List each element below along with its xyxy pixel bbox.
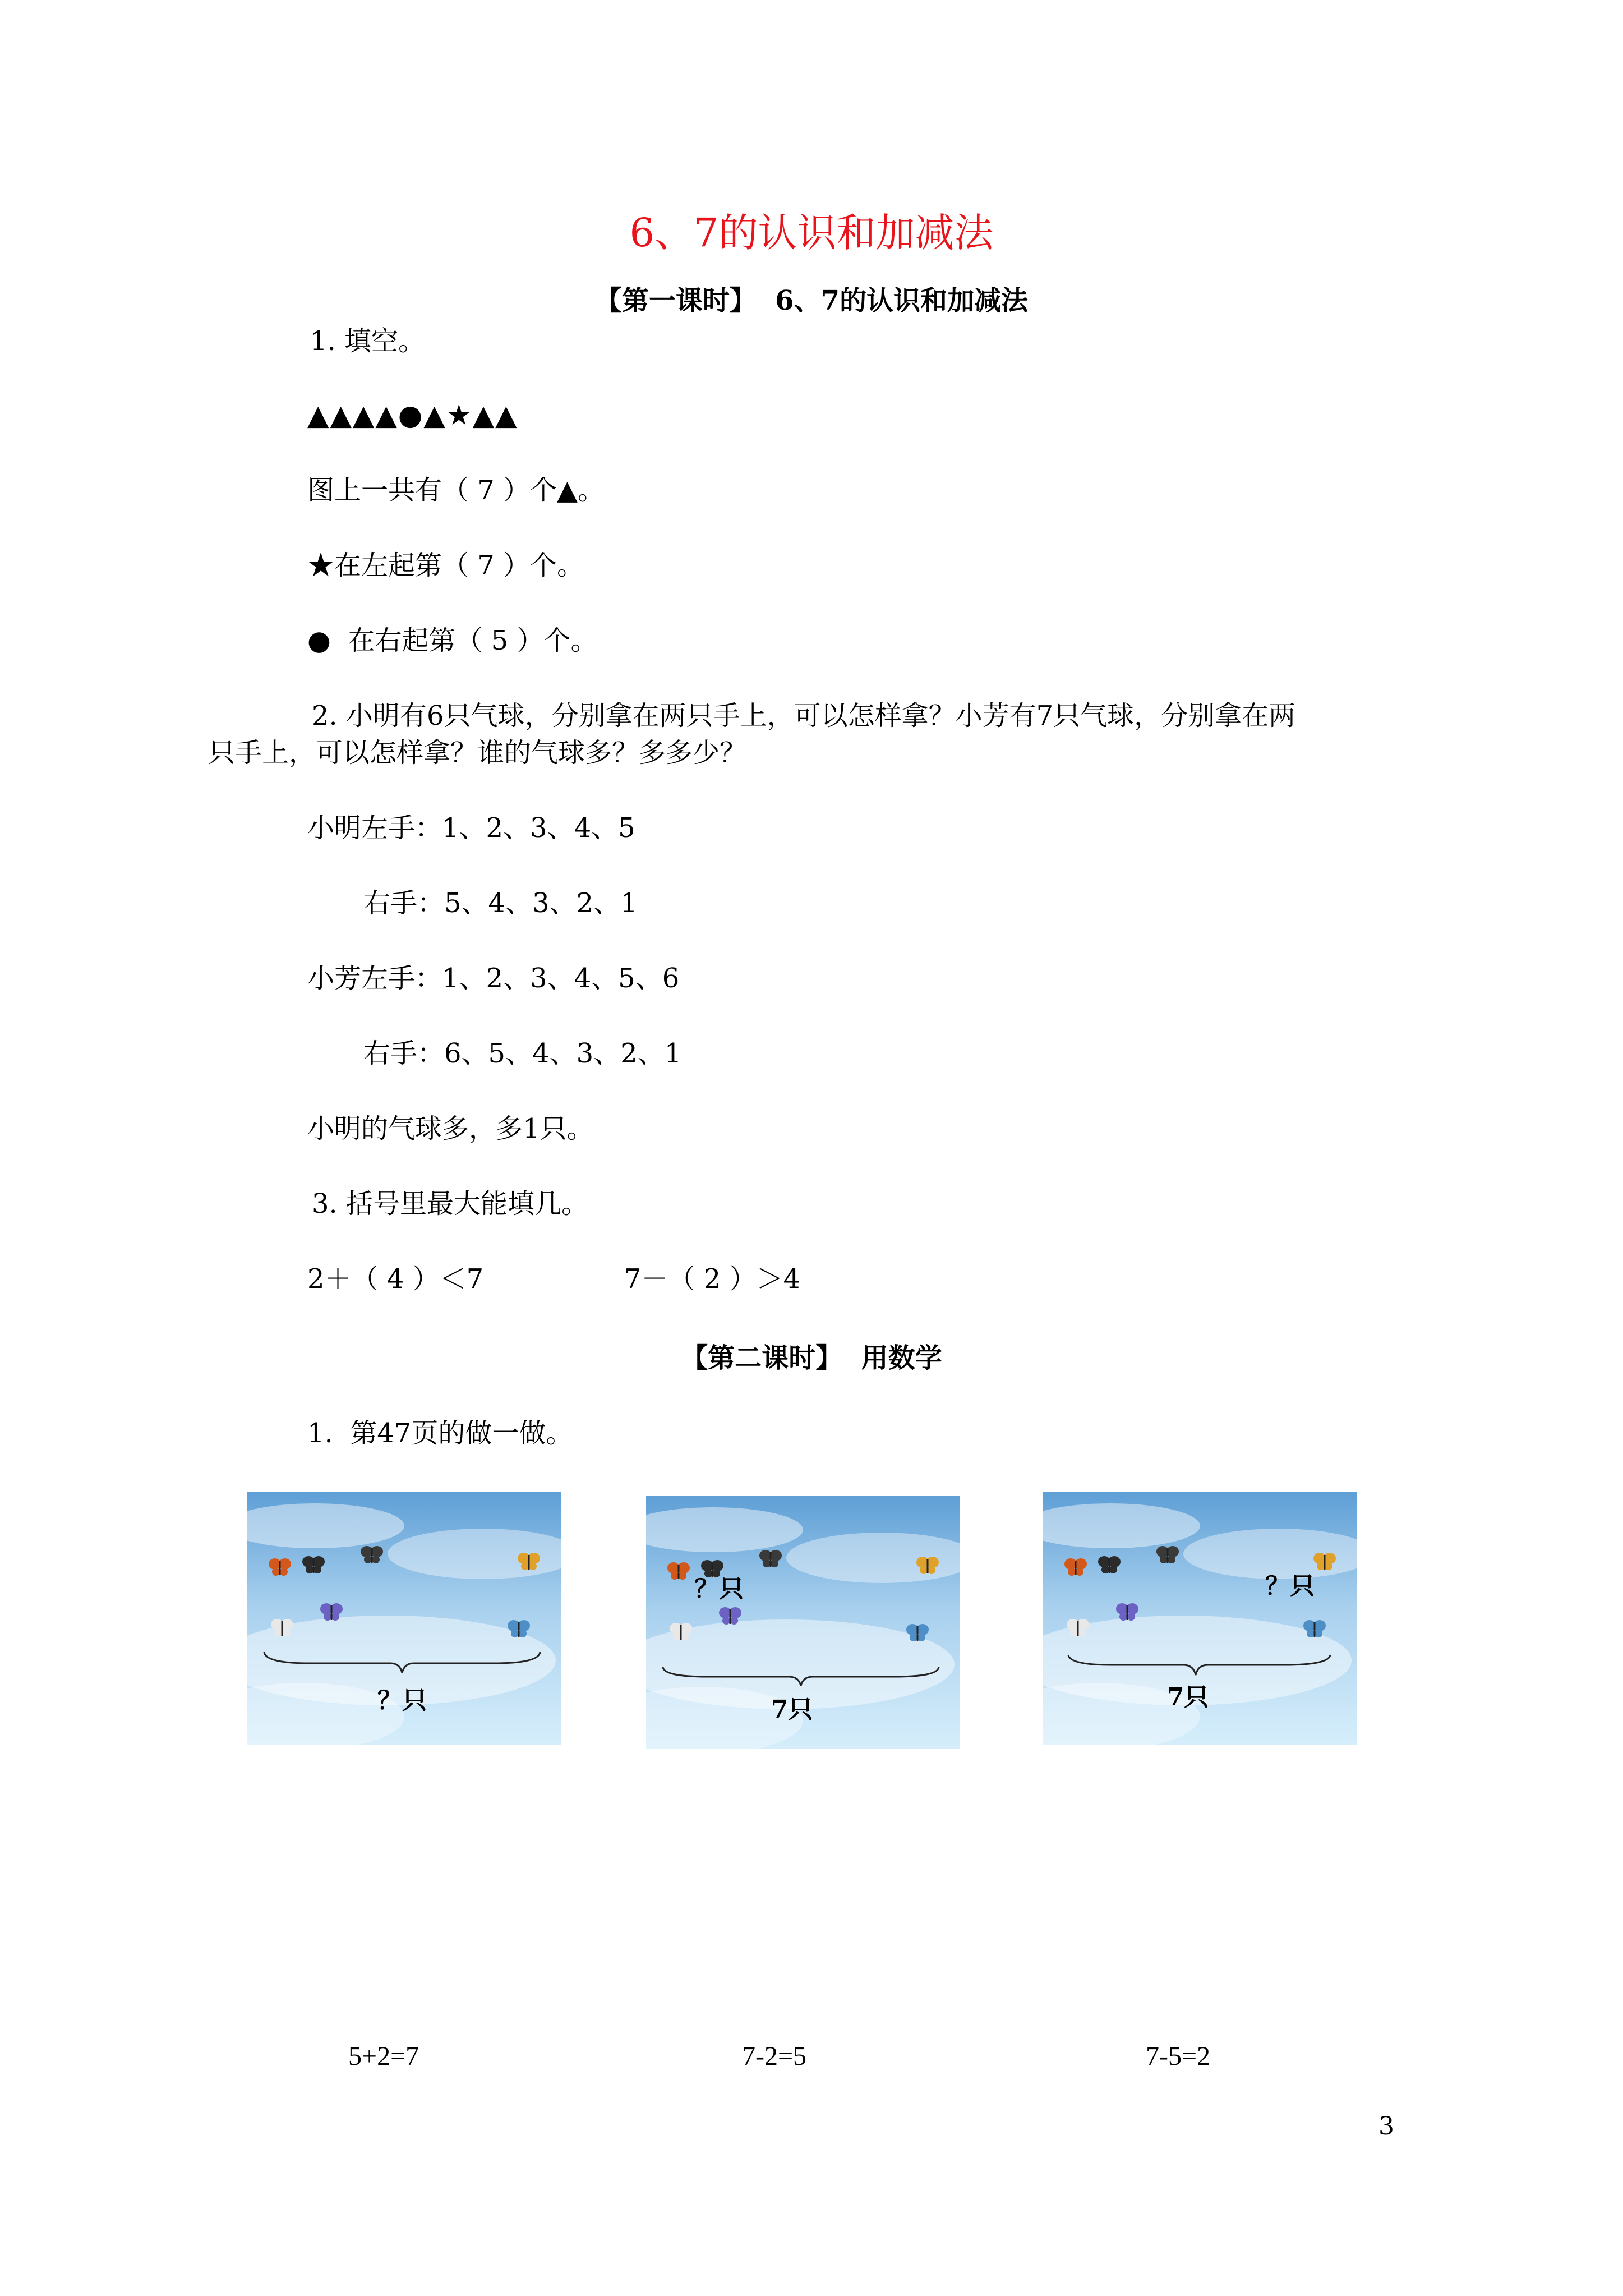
q1-label: 1. 填空。 <box>310 325 426 357</box>
q1-line-circle: ● 在右起第（ 5 ）个。 <box>307 625 598 656</box>
lesson2-q1-label: 1. 第47页的做一做。 <box>307 1418 573 1449</box>
lesson1-heading: 【第一课时】 6、7的认识和加减法 <box>594 285 1029 316</box>
q1-line-triangles: 图上一共有（ 7 ）个▲。 <box>307 475 605 506</box>
answer-equation-2: 7-2=5 <box>742 2041 807 2071</box>
q1-line-star: ★在左起第（ 7 ）个。 <box>307 550 584 581</box>
answer-equation-1: 5+2=7 <box>348 2041 419 2071</box>
answer-equation-3: 7-5=2 <box>1146 2041 1211 2071</box>
document-title: 6、7的认识和加减法 <box>629 210 994 256</box>
page-number: 3 <box>1378 2112 1394 2141</box>
butterfly-scene-3 <box>1043 1492 1357 1745</box>
panel2-unknown-label: ？只 <box>694 1575 744 1603</box>
xiaoming-left-hand: 小明左手：1、2、3、4、5 <box>307 812 635 844</box>
q2-answer: 小明的气球多，多1只。 <box>307 1113 594 1144</box>
butterfly-scene-2 <box>646 1496 960 1749</box>
q2-text-line1: 2. 小明有6只气球，分别拿在两只手上，可以怎样拿？小芳有7只气球，分别拿在两 <box>312 700 1296 731</box>
xiaofang-right-hand: 右手：6、5、4、3、2、1 <box>363 1038 682 1069</box>
q3-expr1: 2＋（ 4 ）＜7 <box>307 1263 484 1295</box>
butterfly-picture-3 <box>1043 1492 1357 1745</box>
panel3-total-label: 7只 <box>1166 1683 1209 1711</box>
butterfly-picture-1 <box>247 1492 561 1745</box>
lesson2-heading: 【第二课时】 用数学 <box>681 1342 942 1374</box>
q3-label: 3. 括号里最大能填几。 <box>312 1188 589 1220</box>
xiaofang-left-hand: 小芳左手：1、2、3、4、5、6 <box>307 963 680 994</box>
symbol-row: ▲▲▲▲●▲★▲▲ <box>307 399 518 431</box>
panel3-unknown-label: ？只 <box>1265 1572 1315 1600</box>
q2-text-line2: 只手上，可以怎样拿？谁的气球多？多多少？ <box>208 737 747 769</box>
q3-expr2: 7－（ 2 ）＞4 <box>624 1263 801 1295</box>
butterfly-scene-1 <box>247 1492 561 1745</box>
panel1-total-label: ？只 <box>377 1686 427 1715</box>
butterfly-picture-2 <box>646 1496 960 1749</box>
panel2-total-label: 7只 <box>771 1695 813 1724</box>
xiaoming-right-hand: 右手：5、4、3、2、1 <box>363 887 638 919</box>
